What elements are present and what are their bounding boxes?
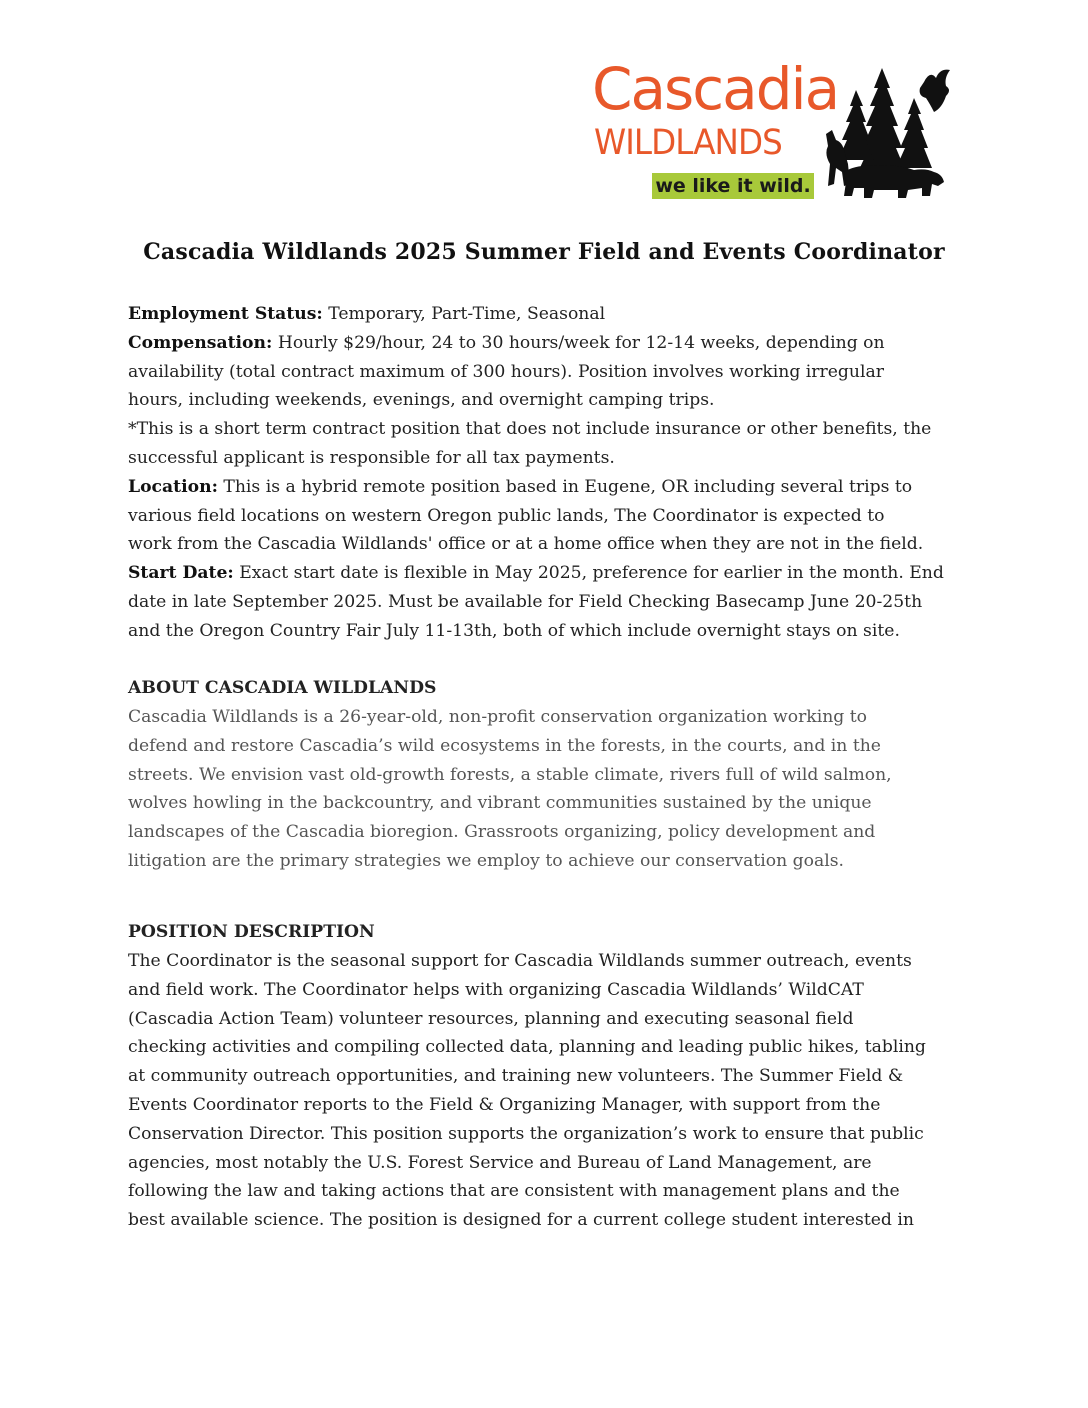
about-line: landscapes of the Cascadia bioregion. Grassroots organizing, policy development and [128,822,876,843]
organization-logo [590,55,962,202]
location-value: This is a hybrid remote position based in Eugene, OR including several trips to [217,476,913,497]
employment-status-value: Temporary, Part-Time, Seasonal [322,304,606,324]
trees-wolf-bear-owl-silhouette-icon [826,68,956,200]
start-date-line [128,559,968,588]
location-line: work from the Cascadia Wildlands' office or at a home office when they are not in the field. [128,534,924,555]
compensation-line: hours, including weekends, evenings, and overnight camping trips. [128,390,715,411]
position-line: and field work. The Coordinator helps with organizing Cascadia Wildlands’ WildCAT [128,979,864,1000]
logo-name-line2: WILDLANDS [594,123,782,163]
about-line: Cascadia Wildlands is a 26-year-old, non-profit conservation organization working to [128,707,867,727]
compensation-value: Hourly $29/hour, 24 to 30 hours/week for 12-14 weeks, depending on [272,332,885,353]
about-line: streets. We envision vast old-growth forests, a stable climate, rivers full of wild salmon, [128,764,892,785]
position-line: The Coordinator is the seasonal support for Cascadia Wildlands summer outreach, events [128,951,912,971]
position-heading: POSITION DESCRIPTION [128,922,375,942]
about-paragraph [128,703,968,876]
position-line: Events Coordinator reports to the Field & Organizing Manager, with support from the [128,1094,881,1115]
position-line: (Cascadia Action Team) volunteer resources, planning and executing seasonal field [128,1008,854,1029]
logo-name-line1: Cascadia [592,55,839,123]
logo-tagline: we like it wild. [652,173,814,199]
position-line: following the law and taking actions that are consistent with management plans and the [128,1181,900,1202]
about-heading: ABOUT CASCADIA WILDLANDS [128,678,437,698]
location-line: various field locations on western Oregon public lands, The Coordinator is expected to [128,505,885,526]
compensation-line: availability (total contract maximum of 300 hours). Position involves working irregular [128,361,884,382]
position-line: checking activities and compiling collected data, planning and leading public hikes, tabling [128,1037,926,1058]
location-line [128,473,968,502]
contract-note-line: successful applicant is responsible for all tax payments. [128,447,615,468]
contract-note-line: *This is a short term contract position that does not include insurance or other benefits, the [128,419,932,440]
position-line: agencies, most notably the U.S. Forest Service and Bureau of Land Management, are [128,1152,872,1173]
compensation-line [128,329,968,358]
start-date-label: Start Date: [128,563,234,584]
compensation-label: Compensation: [128,332,273,353]
employment-status-label: Employment Status: [128,304,323,324]
job-details [128,300,968,646]
position-line: Conservation Director. This position supports the organization’s work to ensure that public [128,1123,924,1144]
position-paragraph [128,947,968,1235]
location-label: Location: [128,476,218,497]
position-line: at community outreach opportunities, and training new volunteers. The Summer Field & [128,1066,904,1087]
about-line: defend and restore Cascadia’s wild ecosystems in the forests, in the courts, and in the [128,735,881,756]
employment-status-line [128,300,968,329]
about-line: wolves howling in the backcountry, and vibrant communities sustained by the unique [128,793,872,814]
start-date-line: and the Oregon Country Fair July 11-13th, both of which include overnight stays on site. [128,620,900,641]
about-line: litigation are the primary strategies we employ to achieve our conservation goals. [128,850,844,871]
start-date-line: date in late September 2025. Must be available for Field Checking Basecamp June 20-25th [128,591,923,612]
start-date-value: Exact start date is flexible in May 2025, preference for earlier in the month. End [233,563,944,584]
document-title: Cascadia Wildlands 2025 Summer Field and Events Coordinator [143,239,945,265]
position-line: best available science. The position is designed for a current college student interested in [128,1210,914,1231]
